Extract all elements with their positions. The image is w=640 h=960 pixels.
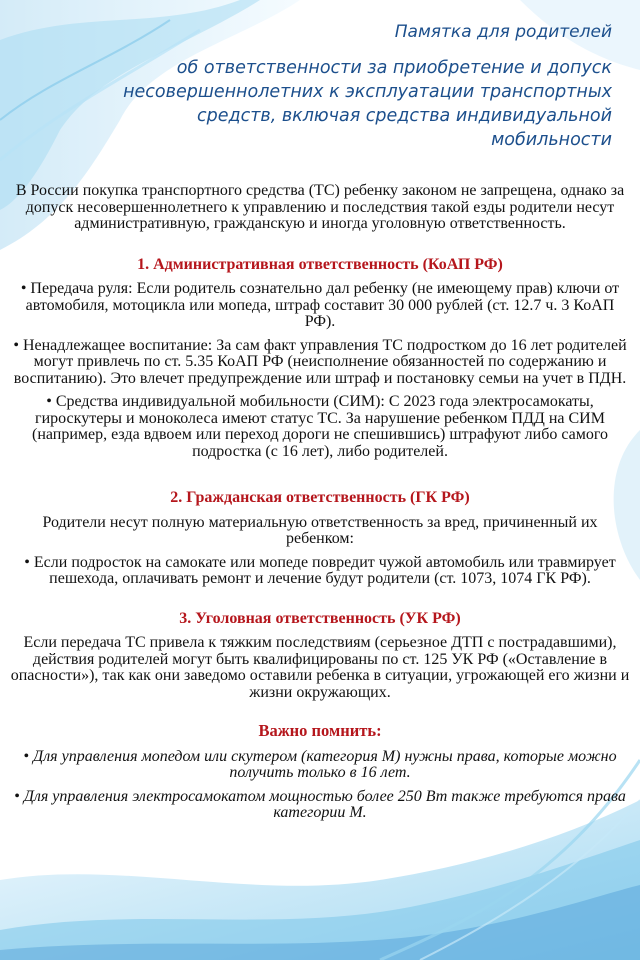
- section-heading-administrative: 1. Административная ответственность (КоАП РФ): [137, 255, 503, 273]
- important-item-scooter: • Для управления электросамокатом мощностью более 250 Вт также требуются права категории М.: [14, 787, 626, 821]
- important-heading: Важно помнить:: [258, 721, 382, 740]
- page-subtitle: об ответственности за приобретение и допуск несовершеннолетних к эксплуатации транспортных средств, включая средства индивидуальной мобильности: [123, 58, 612, 150]
- paragraph-criminal: Если передача ТС привела к тяжким последствиям (серьезное ДТП с пострадавшими), действия родителей могут быть квалифицированы по ст. 125 УК РФ («Оставление в опасности»), так как они заведомо оставили ребенка в ситуации, угрожающей его жизни и жизни окружающих.: [10, 634, 630, 701]
- paragraph-mobility-devices: • Средства индивидуальной мобильности (СИМ): С 2023 года электросамокаты, гироскутеры и моноколеса имеют статус ТС. За нарушение ребенком ПДД на СИМ (например, езда вдвоем или переход дороги не спешившись) штрафуют либо самого подростка (с 16 лет), либо родителей.: [31, 393, 609, 460]
- paragraph-steering-transfer: • Передача руля: Если родитель сознательно дал ребенку (не имеющему прав) ключи от автомобиля, мотоцикла или мопеда, штраф составит 30 000 рублей (ст. 12.7 ч. 3 КоАП РФ).: [20, 280, 620, 330]
- page-header: [92, 20, 612, 152]
- paragraph-damage: • Если подросток на самокате или мопеде повредит чужой автомобиль или травмирует пешехода, оплачивать ремонт и лечение будут родители (ст. 1073, 1074 ГК РФ).: [24, 553, 616, 587]
- intro-paragraph: В России покупка транспортного средства (ТС) ребенку законом не запрещена, однако за допуск несовершеннолетнего к управлению и последствия такой езды родители несут административную, гражданскую и иногда уголовную ответственность.: [15, 182, 625, 232]
- page-title: Памятка для родителей: [394, 22, 612, 42]
- section-heading-criminal: 3. Уголовная ответственность (УК РФ): [179, 609, 461, 627]
- important-item-moped: • Для управления мопедом или скутером (категория М) нужны права, которые можно получить только в 16 лет.: [23, 747, 617, 781]
- memo-body: [10, 183, 630, 829]
- section-heading-civil: 2. Гражданская ответственность (ГК РФ): [170, 489, 470, 506]
- paragraph-upbringing: • Ненадлежащее воспитание: За сам факт управления ТС подростком до 16 лет родителей могут привлечь по ст. 5.35 КоАП РФ (неисполнение обязанностей по содержанию и воспитанию). Это влечет предупреждение или штраф и постановку семьи на учет в ПДН.: [13, 336, 627, 387]
- paragraph-material-liability: Родители несут полную материальную ответственность за вред, причиненный их ребенком:: [42, 513, 598, 547]
